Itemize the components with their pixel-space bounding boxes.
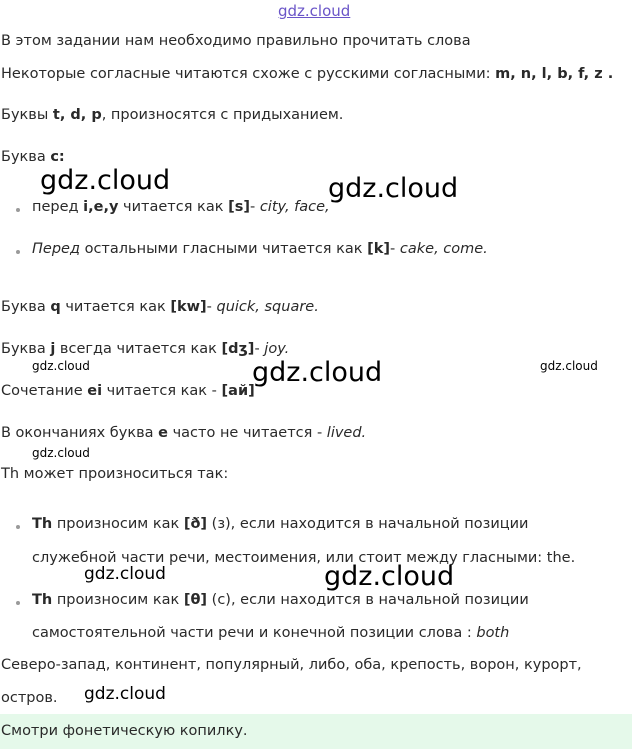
letter: e <box>158 425 168 441</box>
watermark: gdz.cloud <box>324 561 455 592</box>
text: - <box>390 241 400 257</box>
text: Сочетание <box>1 383 88 399</box>
bullet-item-th-voiced <box>32 516 528 532</box>
watermark: gdz.cloud <box>84 564 166 584</box>
example: both <box>476 625 510 641</box>
transcription: [ай] <box>221 383 255 399</box>
text: самостоятельной части речи и конечной позиции слова : <box>32 625 477 641</box>
text: служебной части речи, местоимения, или стоит между гласными: the. <box>32 550 576 566</box>
text: остров. <box>1 690 58 706</box>
examples: cake, come. <box>399 241 488 257</box>
text-line-translation <box>1 657 582 673</box>
letters: ei <box>87 383 103 399</box>
text: остальными гласными читается как <box>79 241 368 257</box>
letters: Th <box>32 592 53 608</box>
text: читается как <box>118 199 229 215</box>
examples: quick, square. <box>216 299 319 315</box>
text: часто не читается - <box>167 425 327 441</box>
text-line-letter-c <box>1 149 65 165</box>
text-line-aspirated <box>1 107 343 123</box>
watermark: gdz.cloud <box>32 446 90 460</box>
text: Северо-запад, континент, популярный, либо, оба, крепость, ворон, курорт, <box>1 657 582 673</box>
transcription: [ð] <box>183 516 208 532</box>
text: - <box>254 341 265 357</box>
transcription: [kw] <box>170 299 207 315</box>
watermark: gdz.cloud <box>252 357 383 388</box>
letters: Th <box>32 516 53 532</box>
text: (з), если находится в начальной позиции <box>207 516 529 532</box>
examples: lived. <box>326 425 367 441</box>
examples: city, face, <box>259 199 330 215</box>
letter: j <box>50 341 56 357</box>
text: всегда читается как <box>55 341 222 357</box>
letter: c: <box>50 149 65 165</box>
text-line-th <box>1 466 228 482</box>
bullet-dot <box>16 525 20 529</box>
letters: t, d, p <box>52 107 102 123</box>
watermark: gdz.cloud <box>328 173 459 204</box>
text-line-consonants <box>1 66 613 82</box>
letter: q <box>50 299 61 315</box>
transcription: [k] <box>367 241 391 257</box>
text: произносим как <box>52 592 184 608</box>
letters: m, n, l, b, f, z . <box>495 66 614 82</box>
bullet-item-th-voiceless <box>32 592 529 608</box>
text: Буква <box>1 341 51 357</box>
transcription: [θ] <box>183 592 208 608</box>
text-line-translation-cont <box>1 690 58 706</box>
transcription: [dʒ] <box>221 341 255 357</box>
bullet-item-th-voiceless-cont <box>32 625 509 641</box>
text-line-intro <box>1 33 471 49</box>
text-line-letter-q <box>1 299 319 315</box>
text: Некоторые согласные читаются схоже с русскими согласными: <box>1 66 496 82</box>
bullet-dot <box>16 250 20 254</box>
text-line-ei <box>1 383 255 399</box>
text: - <box>206 299 217 315</box>
watermark: gdz.cloud <box>540 359 598 373</box>
text: В этом задании нам необходимо правильно прочитать слова <box>1 33 471 49</box>
text-line-letter-j <box>1 341 289 357</box>
footer-note <box>0 714 632 749</box>
text: читается как - <box>102 383 222 399</box>
text: Th может произноситься так: <box>1 466 229 482</box>
text: читается как <box>60 299 171 315</box>
text: (с), если находится в начальной позиции <box>207 592 529 608</box>
bullet-item-c-soft <box>32 199 330 215</box>
watermark: gdz.cloud <box>40 165 171 196</box>
text: - <box>249 199 260 215</box>
text: , произносятся с придыханием. <box>101 107 344 123</box>
footer-text: Смотри фонетическую копилку. <box>1 723 248 739</box>
examples: joy. <box>264 341 290 357</box>
text: Буква <box>1 299 51 315</box>
text: перед <box>32 199 84 215</box>
watermark: gdz.cloud <box>84 684 166 704</box>
watermark: gdz.cloud <box>32 359 90 373</box>
watermark-top-link[interactable]: gdz.cloud <box>278 2 351 20</box>
bullet-dot <box>16 208 20 212</box>
text: Буквы <box>1 107 53 123</box>
text-line-final-e <box>1 425 366 441</box>
bullet-dot <box>16 601 20 605</box>
text: В окончаниях буква <box>1 425 159 441</box>
text: Перед <box>32 241 80 257</box>
transcription: [s] <box>228 199 250 215</box>
bullet-item-c-hard <box>32 241 488 257</box>
letters: i,e,y <box>83 199 119 215</box>
text: Буква <box>1 149 51 165</box>
text: произносим как <box>52 516 184 532</box>
